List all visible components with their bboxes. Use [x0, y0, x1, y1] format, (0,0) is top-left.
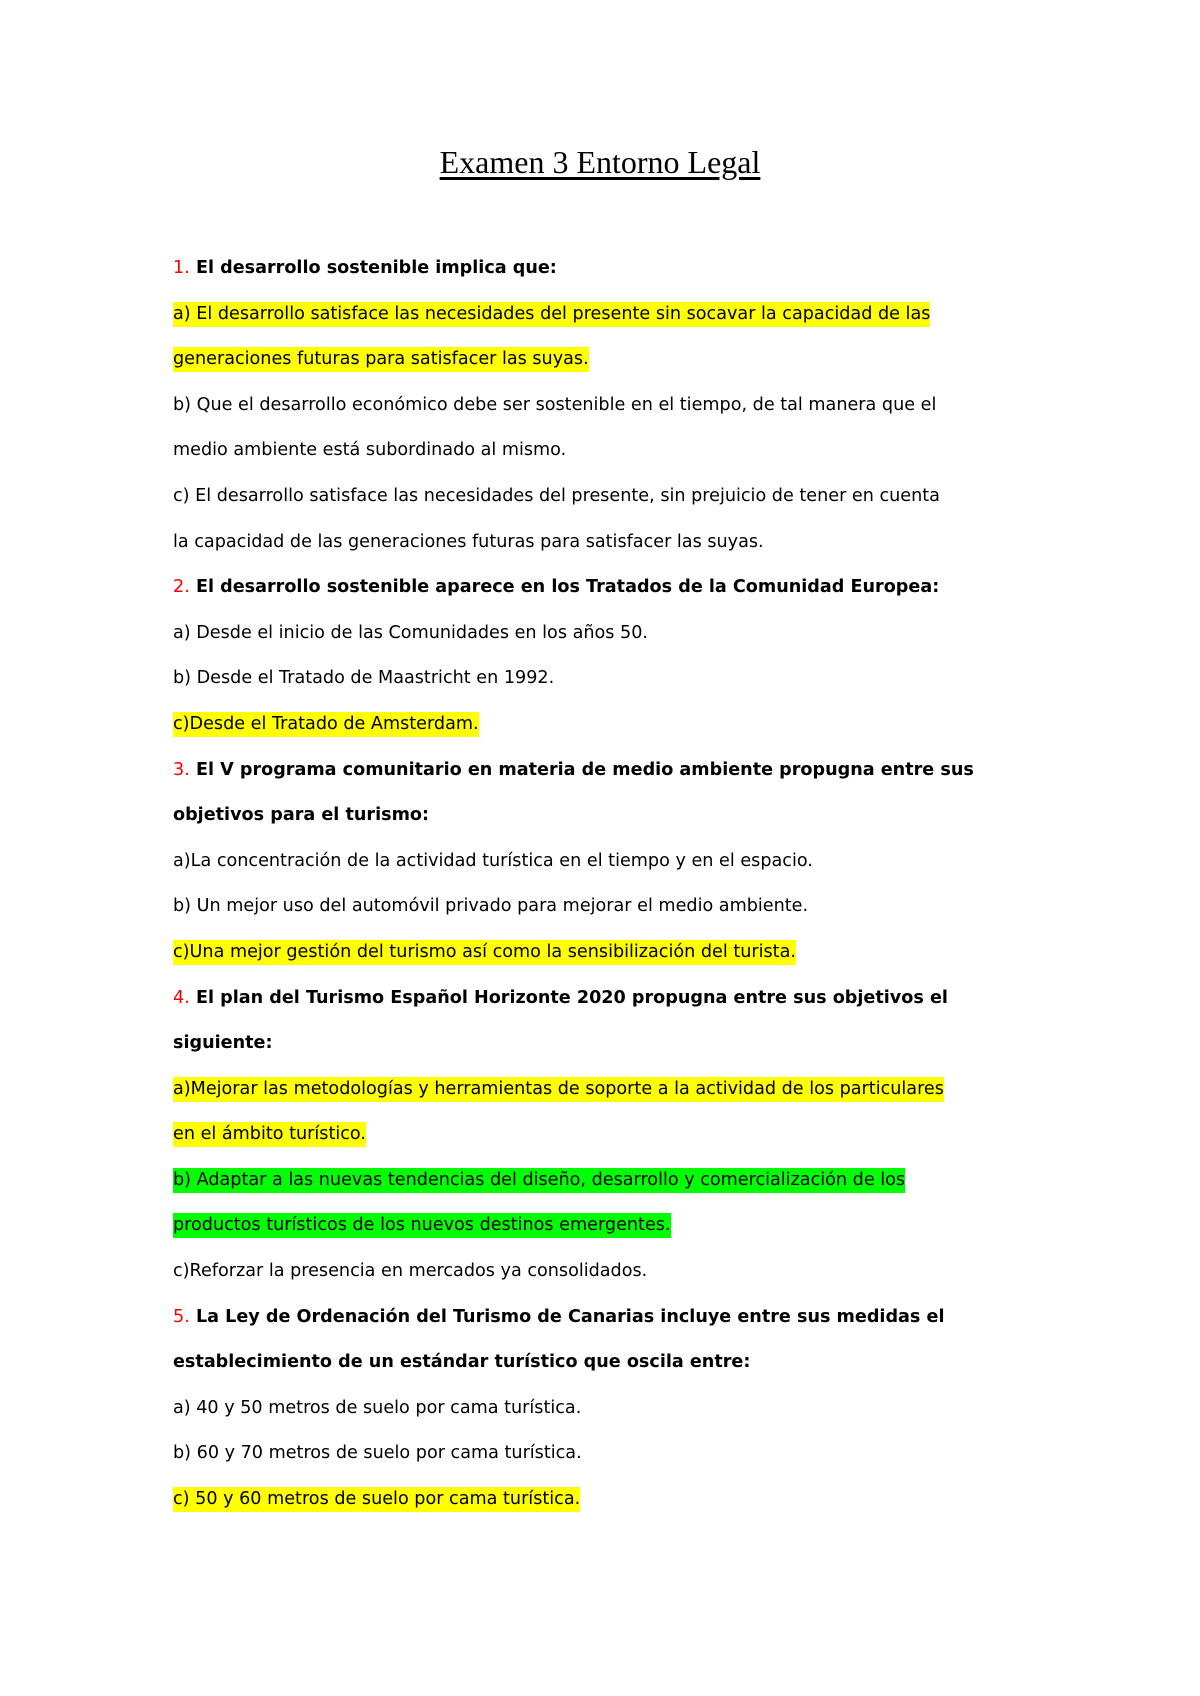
page-title: Examen 3 Entorno Legal	[439, 144, 761, 180]
highlighted-answer-text: a)Mejorar las metodologías y herramientas de soporte a la actividad de los particulares	[173, 1077, 944, 1102]
answer-option-line	[173, 938, 963, 984]
answer-text: la capacidad de las generaciones futuras para satisfacer las suyas.	[173, 531, 764, 552]
highlighted-answer-text: c)Una mejor gestión del turismo así como la sensibilización del turista.	[173, 940, 796, 965]
question-4	[173, 984, 963, 1303]
question-text: establecimiento de un estándar turístico que oscila entre:	[173, 1352, 751, 1373]
highlighted-answer-text: b) Adaptar a las nuevas tendencias del diseño, desarrollo y comercialización de los	[173, 1168, 905, 1193]
answer-text: medio ambiente está subordinado al mismo.	[173, 440, 567, 461]
answer-option-line	[173, 892, 963, 938]
question-number: 3.	[173, 759, 190, 780]
answer-option-line	[173, 528, 963, 574]
answer-option-line	[173, 1485, 963, 1531]
answer-option-line	[173, 710, 963, 756]
question-text: El V programa comunitario en materia de medio ambiente propugna entre sus	[195, 759, 974, 780]
highlighted-answer-text: productos turísticos de los nuevos destinos emergentes.	[173, 1213, 671, 1238]
answer-option-line	[173, 1257, 963, 1303]
question-text-line	[173, 254, 963, 300]
answer-option-line	[173, 1075, 963, 1121]
answer-text: a) Desde el inicio de las Comunidades en los años 50.	[173, 622, 649, 643]
answer-text: b) Un mejor uso del automóvil privado para mejorar el medio ambiente.	[173, 896, 809, 917]
answer-option-line	[173, 482, 963, 528]
answer-option-line	[173, 1394, 963, 1440]
answer-text: b) Que el desarrollo económico debe ser sostenible en el tiempo, de tal manera que el	[173, 394, 937, 415]
question-text-line	[173, 756, 974, 802]
question-number: 1.	[173, 258, 190, 278]
highlighted-answer-text: en el ámbito turístico.	[173, 1122, 366, 1147]
question-text-line	[173, 573, 963, 619]
answer-text: c) El desarrollo satisface las necesidades del presente, sin prejuicio de tener en cuenta	[173, 485, 940, 506]
answer-option-line	[173, 619, 963, 665]
highlighted-answer-text: c)Desde el Tratado de Amsterdam.	[173, 712, 479, 737]
answer-text: b) 60 y 70 metros de suelo por cama turística.	[173, 1443, 582, 1464]
answer-option-line	[173, 1211, 963, 1257]
answer-option-line	[173, 1166, 963, 1212]
answer-text: a)La concentración de la actividad turística en el tiempo y en el espacio.	[173, 850, 813, 871]
question-number: 5.	[173, 1306, 190, 1327]
answer-text: c)Reforzar la presencia en mercados ya consolidados.	[173, 1261, 648, 1282]
answer-text: a) 40 y 50 metros de suelo por cama turística.	[173, 1397, 582, 1418]
answer-option-line	[173, 847, 963, 893]
question-number: 2.	[173, 577, 190, 598]
answer-option-line	[173, 664, 963, 710]
answer-option-line	[173, 391, 963, 437]
question-text: La Ley de Ordenación del Turismo de Canarias incluye entre sus medidas el	[195, 1306, 945, 1327]
question-2	[173, 573, 963, 755]
question-text-line	[173, 1348, 963, 1394]
question-5	[173, 1303, 963, 1531]
question-text: El desarrollo sostenible implica que:	[195, 258, 557, 278]
question-text: siguiente:	[173, 1033, 273, 1054]
answer-option-line	[173, 436, 963, 482]
question-text: objetivos para el turismo:	[173, 805, 430, 826]
question-1	[173, 254, 963, 573]
answer-option-line	[173, 300, 963, 346]
question-text-line	[173, 801, 963, 847]
question-number: 4.	[173, 987, 190, 1008]
question-text: El desarrollo sostenible aparece en los Tratados de la Comunidad Europea:	[195, 577, 940, 598]
question-text: El plan del Turismo Español Horizonte 2020 propugna entre sus objetivos el	[195, 987, 948, 1008]
highlighted-answer-text: a) El desarrollo satisface las necesidades del presente sin socavar la capacidad de las	[173, 302, 930, 327]
questions-list	[173, 254, 974, 1531]
highlighted-answer-text: c) 50 y 60 metros de suelo por cama turística.	[173, 1487, 580, 1512]
question-3	[173, 756, 974, 984]
question-text-line	[173, 984, 963, 1030]
question-text-line	[173, 1303, 963, 1349]
question-text-line	[173, 1029, 963, 1075]
highlighted-answer-text: generaciones futuras para satisfacer las suyas.	[173, 347, 589, 372]
answer-option-line	[173, 345, 963, 391]
answer-option-line	[173, 1439, 963, 1485]
answer-text: b) Desde el Tratado de Maastricht en 1992.	[173, 668, 555, 689]
answer-option-line	[173, 1120, 963, 1166]
